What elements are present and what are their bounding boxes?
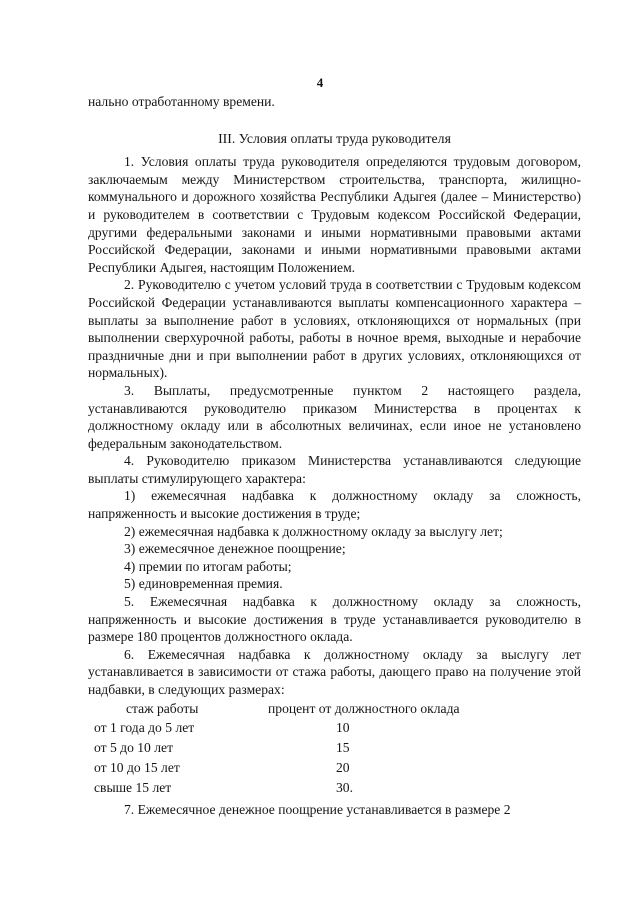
table-cell-experience: от 1 года до 5 лет	[94, 719, 195, 735]
column-header-percent: процент от должностного оклада	[268, 700, 460, 716]
table-cell-experience: от 10 до 15 лет	[94, 759, 180, 775]
paragraph-1: 1. Условия оплаты труда руководителя определяются трудовым договором, заключаемым между Министерством строительства, транспорта, жилищно-коммунального и дорожного хозяйства Республики Адыгея (далее – Министерство) и руководителем в соответствии с Трудовым кодексом Российской Федерации, другими федеральными законами и иными нормативными правовыми актами Российской Федерации, законами и иными нормативными правовыми актами Республики Адыгея, настоящим Положением.	[88, 154, 581, 275]
section-title: III. Условия оплаты труда руководителя	[218, 130, 451, 146]
table-row	[88, 739, 581, 759]
list-item: 4) премии по итогам работы;	[124, 558, 292, 574]
paragraph-6: 6. Ежемесячная надбавка к должностному окладу за выслугу лет устанавливается в зависимости от стажа работы, дающего право на получение этой надбавки, в следующих размерах:	[88, 646, 581, 697]
list-item: 3) ежемесячное денежное поощрение;	[124, 541, 346, 557]
paragraph-3: 3. Выплаты, предусмотренные пунктом 2 настоящего раздела, устанавливаются руководителю приказом Министерства в процентах к должностному окладу или в абсолютных величинах, если иное не установлено федеральным законодательством.	[88, 382, 581, 451]
table-header-row	[88, 700, 581, 719]
list-item: 2) ежемесячная надбавка к должностному окладу за выслугу лет;	[124, 523, 503, 539]
paragraph-7: 7. Ежемесячное денежное поощрение устанавливается в размере 2	[124, 801, 511, 817]
paragraph-2: 2. Руководителю с учетом условий труда в соответствии с Трудовым кодексом Российской Федерации устанавливаются выплаты компенсационного характера – выплаты за выполнение работ в условиях, отклоняющихся от нормальных (при выполнении сверхурочной работы, работы в ночное время, выходные и нерабочие праздничные дни и при выполнении работ в других условиях, отклоняющихся от нормальных).	[88, 277, 581, 381]
continuation-text: нально отработанному времени.	[88, 94, 275, 109]
paragraph-4: 4. Руководителю приказом Министерства устанавливаются следующие выплаты стимулирующего характера:	[88, 453, 581, 486]
table-cell-percent: 10	[336, 719, 350, 735]
table-row	[88, 779, 581, 799]
table-cell-percent: 20	[336, 759, 350, 775]
table-cell-experience: от 5 до 10 лет	[94, 739, 174, 755]
column-header-experience: стаж работы	[126, 700, 199, 716]
list-item: 1) ежемесячная надбавка к должностному окладу за сложность, напряженность и высокие достижения в труде;	[88, 488, 581, 522]
table-row	[88, 759, 581, 779]
list-item: 5) единовременная премия.	[124, 576, 283, 592]
table-cell-experience: свыше 15 лет	[94, 779, 172, 795]
table-row	[88, 719, 581, 739]
page-number: 4	[316, 75, 324, 90]
seniority-table	[88, 700, 581, 799]
paragraph-5: 5. Ежемесячная надбавка к должностному окладу за сложность, напряженность и высокие достижения в труде устанавливается руководителю в размере 180 процентов должностного оклада.	[88, 594, 581, 645]
table-cell-percent: 30.	[336, 779, 353, 795]
document-body	[88, 93, 581, 818]
table-cell-percent: 15	[336, 739, 350, 755]
